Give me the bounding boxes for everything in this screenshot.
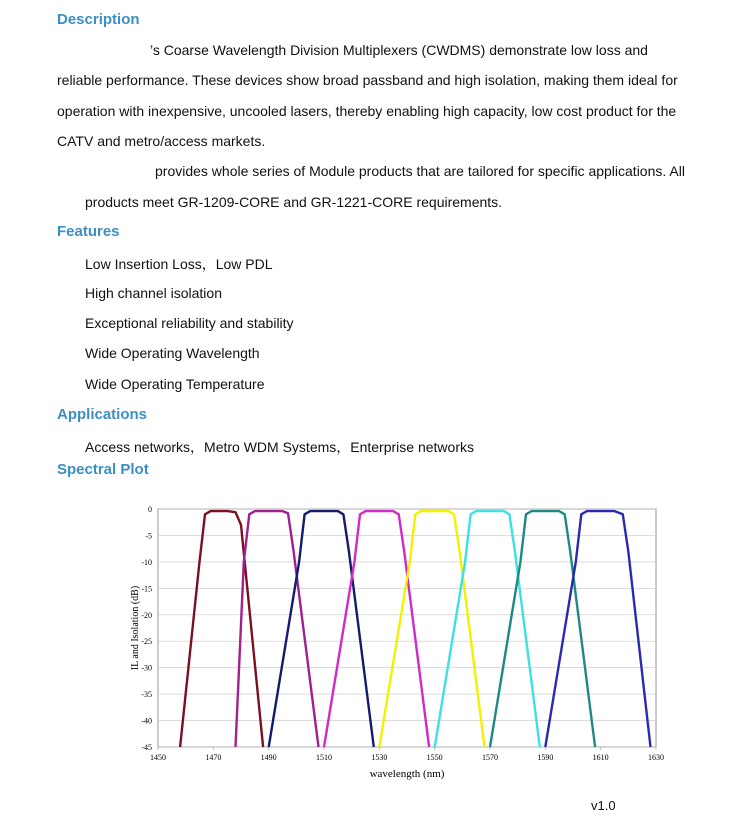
x-axis-label: wavelength (nm) [369,768,445,780]
series-curve-3 [269,511,374,747]
series-curve-6 [435,511,540,747]
y-tick-label: -40 [141,716,152,726]
feature-item: Exceptional reliability and stability [85,315,294,331]
y-tick-label: -35 [141,690,152,700]
series-curve-7 [490,511,595,747]
version-label: v1.0 [591,798,616,813]
y-axis-label: IL and Isolation (dB) [130,585,141,671]
y-tick-label: -45 [141,743,152,752]
features-heading: Features [57,223,120,240]
description-heading: Description [57,11,140,28]
feature-item: Wide Operating Temperature [85,376,265,392]
y-tick-label: 0 [148,505,152,514]
x-tick-label: 1490 [260,753,277,762]
x-tick-label: 1570 [482,753,498,762]
description-line: products meet GR-1209-CORE and GR-1221-CORE requirements. [85,194,503,210]
x-tick-label: 1450 [150,753,166,762]
chart-curves [180,511,650,747]
description-line: operation with inexpensive, uncooled lasers, thereby enabling high capacity, low cost product for the [57,103,677,119]
description-line: ’s Coarse Wavelength Division Multiplexers (CWDMS) demonstrate low loss and [150,42,648,58]
x-tick-label: 1530 [371,753,388,762]
series-curve-4 [324,511,429,747]
x-tick-label: 1470 [205,753,222,762]
description-line: provides whole series of Module products that are tailored for specific applications. All [155,163,685,179]
x-tick-label: 1630 [648,753,664,762]
y-tick-label: -30 [141,663,152,673]
series-curve-1 [180,511,263,747]
y-tick-label: -10 [141,557,152,567]
x-tick-label: 1590 [537,753,554,762]
series-curve-2 [236,511,319,747]
series-curve-5 [379,511,484,747]
applications-heading: Applications [57,406,148,423]
series-curve-8 [545,511,650,747]
description-line: reliable performance. These devices show broad passband and high isolation, making them ideal for [57,72,678,88]
feature-item: Wide Operating Wavelength [85,345,260,361]
x-tick-label: 1510 [316,753,332,762]
y-tick-label: -20 [141,610,152,620]
y-tick-label: -5 [145,531,152,541]
y-tick-label: -25 [141,637,152,647]
y-tick-label: -15 [141,584,152,594]
spectral-plot-chart [128,495,668,790]
x-tick-label: 1550 [426,753,443,762]
chart-frame [158,509,656,747]
feature-item: High channel isolation [85,285,222,301]
feature-item: Low Insertion Loss，Low PDL [85,256,273,272]
chart-grid [158,509,656,747]
applications-text: Access networks，Metro WDM Systems，Enterprise networks [85,439,474,455]
description-line: CATV and metro/access markets. [57,133,266,149]
spectral-plot-heading: Spectral Plot [57,461,149,478]
x-tick-label: 1610 [592,753,609,762]
